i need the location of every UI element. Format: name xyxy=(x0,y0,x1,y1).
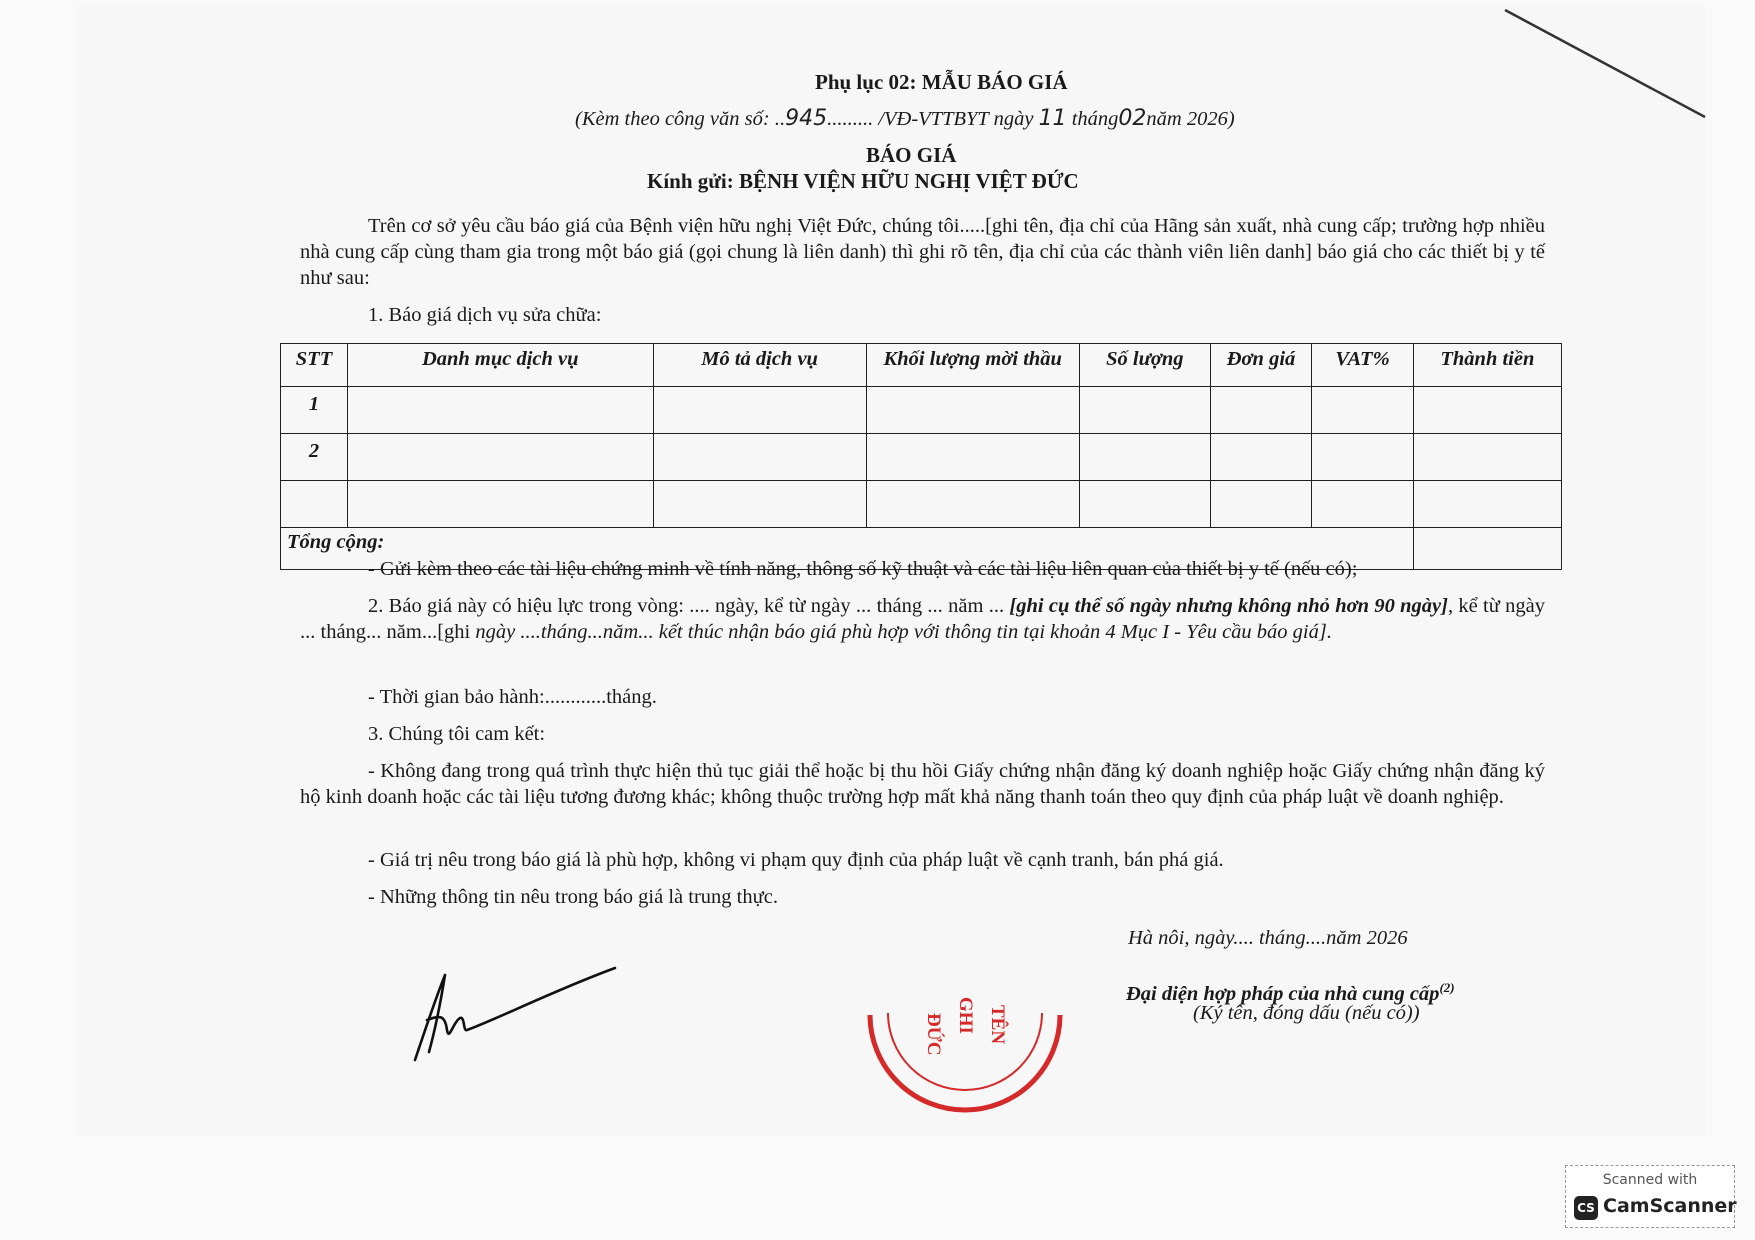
header-quantity: Số lượng xyxy=(1079,344,1210,387)
sign-instruction: (Ký tên, đóng dấu (nếu có)) xyxy=(1193,1002,1420,1024)
table-cell[interactable] xyxy=(653,481,866,528)
table-header-row xyxy=(281,344,1562,387)
row-number xyxy=(281,481,348,528)
total-label: Tổng cộng: xyxy=(281,528,1414,570)
table-row xyxy=(281,387,1562,434)
validity-end-note: ngày ....tháng...năm... kết thúc nhận báo giá phù hợp với thông tin tại khoản 4 Mục I - Yêu cầu báo giá]. xyxy=(475,621,1332,643)
ref-day: 11 xyxy=(1038,106,1067,131)
footnote-marker: (2) xyxy=(1439,980,1455,995)
table-cell[interactable] xyxy=(1413,434,1561,481)
table-cell[interactable] xyxy=(1210,481,1312,528)
intro-paragraph: Trên cơ sở yêu cầu báo giá của Bệnh viện hữu nghị Việt Đức, chúng tôi.....[ghi tên, địa chỉ của Hãng sản xuất, nhà cung cấp; trường hợp nhiều nhà cung cấp cùng tham gia trong một báo giá (gọi chung là liên danh) thì ghi rõ tên, địa chỉ của các thành viên liên danh] báo giá cho các thiết bị y tế như sau: xyxy=(300,215,1545,289)
table-cell[interactable] xyxy=(1312,481,1414,528)
section-1-heading: 1. Báo giá dịch vụ sửa chữa: xyxy=(368,304,602,326)
table-cell[interactable] xyxy=(1079,481,1210,528)
ref-month-label: tháng xyxy=(1071,108,1119,130)
stamp-text-a: ĐỨC xyxy=(923,1013,944,1056)
validity-text: 2. Báo giá này có hiệu lực trong vòng: .... ngày, kể từ ngày ... tháng ... năm ... xyxy=(368,595,1010,617)
table-cell[interactable] xyxy=(347,387,653,434)
row-number: 1 xyxy=(281,387,348,434)
table-cell[interactable] xyxy=(347,434,653,481)
header-stt: STT xyxy=(281,344,348,387)
row-number: 2 xyxy=(281,434,348,481)
table-cell[interactable] xyxy=(1312,434,1414,481)
stamp-text-b: GHI xyxy=(955,997,976,1034)
total-amount-cell[interactable] xyxy=(1413,528,1561,570)
table-cell[interactable] xyxy=(1413,481,1561,528)
table-cell[interactable] xyxy=(1210,434,1312,481)
representative-label: Đại diện hợp pháp của nhà cung cấp xyxy=(1126,982,1440,1005)
table-row xyxy=(281,434,1562,481)
company-stamp xyxy=(860,985,1070,1125)
table-cell[interactable] xyxy=(866,481,1079,528)
validity-note: [ghi cụ thể số ngày nhưng không nhỏ hơn 90 ngày] xyxy=(1009,595,1448,617)
table-cell[interactable] xyxy=(1413,387,1561,434)
header-unit-price: Đơn giá xyxy=(1210,344,1312,387)
table-cell[interactable] xyxy=(1312,387,1414,434)
camscanner-logo-icon: CS xyxy=(1574,1196,1598,1220)
table-cell[interactable] xyxy=(653,434,866,481)
badge-caption: Scanned with xyxy=(1602,1172,1698,1188)
handwritten-signature xyxy=(405,960,625,1070)
header-vat: VAT% xyxy=(1312,344,1414,387)
quote-table xyxy=(280,343,1562,570)
table-cell[interactable] xyxy=(1079,434,1210,481)
table-cell[interactable] xyxy=(866,434,1079,481)
commitment-2: - Giá trị nêu trong báo giá là phù hợp, không vi phạm quy định của pháp luật về cạnh tranh, bán phá giá. xyxy=(368,849,1224,871)
ref-prefix: (Kèm theo công văn số: .. xyxy=(575,108,786,130)
doc-title: BÁO GIÁ xyxy=(866,143,957,167)
ref-dots: ......... /VĐ-VTTBYT ngày xyxy=(827,108,1034,130)
table-cell[interactable] xyxy=(1079,387,1210,434)
section-2-paragraph xyxy=(300,593,1545,645)
header-service: Danh mục dịch vụ xyxy=(347,344,653,387)
stamp-text-c: TÊN xyxy=(987,1005,1008,1045)
table-row xyxy=(281,481,1562,528)
validity-text-cont: , kể từ ngày ... tháng... năm...[ghi xyxy=(300,595,1545,643)
ref-year-label: năm 2026) xyxy=(1146,108,1235,130)
place-date: Hà nôi, ngày.... tháng....năm 2026 xyxy=(1128,927,1408,949)
attachment-note: - Gửi kèm theo các tài liệu chứng minh về tính năng, thông số kỹ thuật và các tài liệu liên quan của thiết bị y tế (nếu có); xyxy=(368,558,1358,580)
table-cell[interactable] xyxy=(653,387,866,434)
header-amount: Thành tiền xyxy=(1413,344,1561,387)
table-cell[interactable] xyxy=(866,387,1079,434)
section-3-heading: 3. Chúng tôi cam kết: xyxy=(368,723,546,745)
recipient: Kính gửi: BỆNH VIỆN HỮU NGHỊ VIỆT ĐỨC xyxy=(647,169,1079,193)
badge-name: CamScanner xyxy=(1603,1195,1737,1217)
warranty-line: - Thời gian bảo hành:............tháng. xyxy=(368,686,657,708)
table-cell[interactable] xyxy=(1210,387,1312,434)
commitment-1: - Không đang trong quá trình thực hiện thủ tục giải thể hoặc bị thu hồi Giấy chứng nhận đăng ký doanh nghiệp hoặc Giấy chứng nhận đăng ký hộ kinh doanh hoặc các tài liệu tương đương khác; không thuộc trường hợp mất khả năng thanh toán theo quy định của pháp luật về doanh nghiệp. xyxy=(300,760,1545,808)
table-cell[interactable] xyxy=(347,481,653,528)
ref-number: 945 xyxy=(785,106,828,131)
header-description: Mô tả dịch vụ xyxy=(653,344,866,387)
reference-line xyxy=(575,106,1235,132)
camscanner-badge xyxy=(1565,1165,1735,1228)
header-volume: Khối lượng mời thầu xyxy=(866,344,1079,387)
ref-month: 02 xyxy=(1118,106,1147,131)
commitment-3: - Những thông tin nêu trong báo giá là trung thực. xyxy=(368,886,778,908)
scan-edge-line xyxy=(1500,5,1710,125)
appendix-title: Phụ lục 02: MẪU BÁO GIÁ xyxy=(815,70,1068,94)
